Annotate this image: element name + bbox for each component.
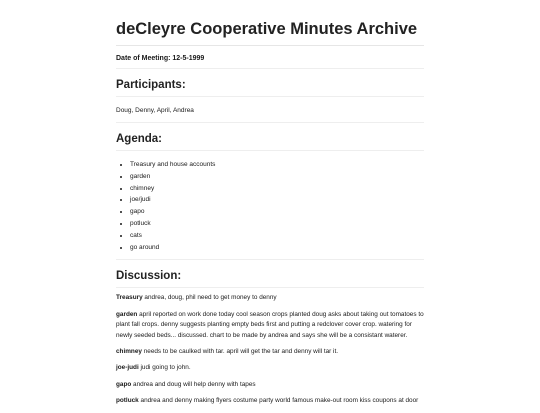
agenda-item: • chimney: [130, 183, 424, 195]
discussion-item: [116, 380, 424, 390]
discussion-item: [116, 347, 424, 357]
participants-heading: Participants:: [116, 79, 424, 97]
agenda-item: • garden: [130, 171, 424, 183]
discussion-topic: potluck: [116, 397, 139, 405]
discussion-topic: gapo: [116, 380, 132, 388]
discussion-text: needs to be caulked with tar. april will get the tar and denny will tar it.: [141, 348, 339, 355]
participants-list: Doug, Denny, April, Andrea: [116, 107, 424, 123]
agenda-item: • go around: [130, 242, 424, 254]
discussion-item: [116, 396, 424, 406]
agenda-item: • cats: [130, 230, 424, 242]
discussion-item: [116, 310, 424, 341]
discussion-text: andrea, doug, phil need to get money to denny: [142, 294, 277, 302]
discussion-topic: joe-judi: [116, 364, 139, 372]
discussion-text: judi going to john.: [138, 364, 191, 372]
agenda-item: • joe/judi: [130, 194, 424, 206]
discussion-text: andrea and doug will help denny with tapes: [131, 380, 256, 388]
discussion-text: andrea and denny making flyers costume party world famous make-out room kiss coupons at door: [138, 397, 419, 405]
discussion-item: [116, 293, 424, 303]
minutes-page: [116, 20, 424, 413]
discussion-heading: Discussion:: [116, 270, 424, 288]
agenda-item: • Treasury and house accounts: [130, 159, 424, 171]
agenda-item: • potluck: [130, 218, 424, 230]
agenda-item: • gapo: [130, 206, 424, 218]
discussion-topic: chimney: [116, 348, 142, 355]
meeting-date: Date of Meeting: 12-5-1999: [116, 55, 424, 69]
page-title: deCleyre Cooperative Minutes Archive: [116, 20, 424, 46]
discussion-topic: garden: [116, 310, 138, 318]
agenda-heading: Agenda:: [116, 133, 424, 151]
discussion-item: [116, 363, 424, 373]
agenda-list: [116, 159, 424, 260]
discussion-text: april reported on work done today cool season crops planted doug asks about taking out tomatoes to plant fall crops. denny suggests planting empty beds first and putting a redclover cover crop. watering for newly seeded beds... discussed. chart to be made by andrea and says she will be a consistant waterer.: [116, 310, 424, 339]
discussion-section: [116, 293, 424, 406]
discussion-topic: Treasury: [116, 294, 143, 302]
